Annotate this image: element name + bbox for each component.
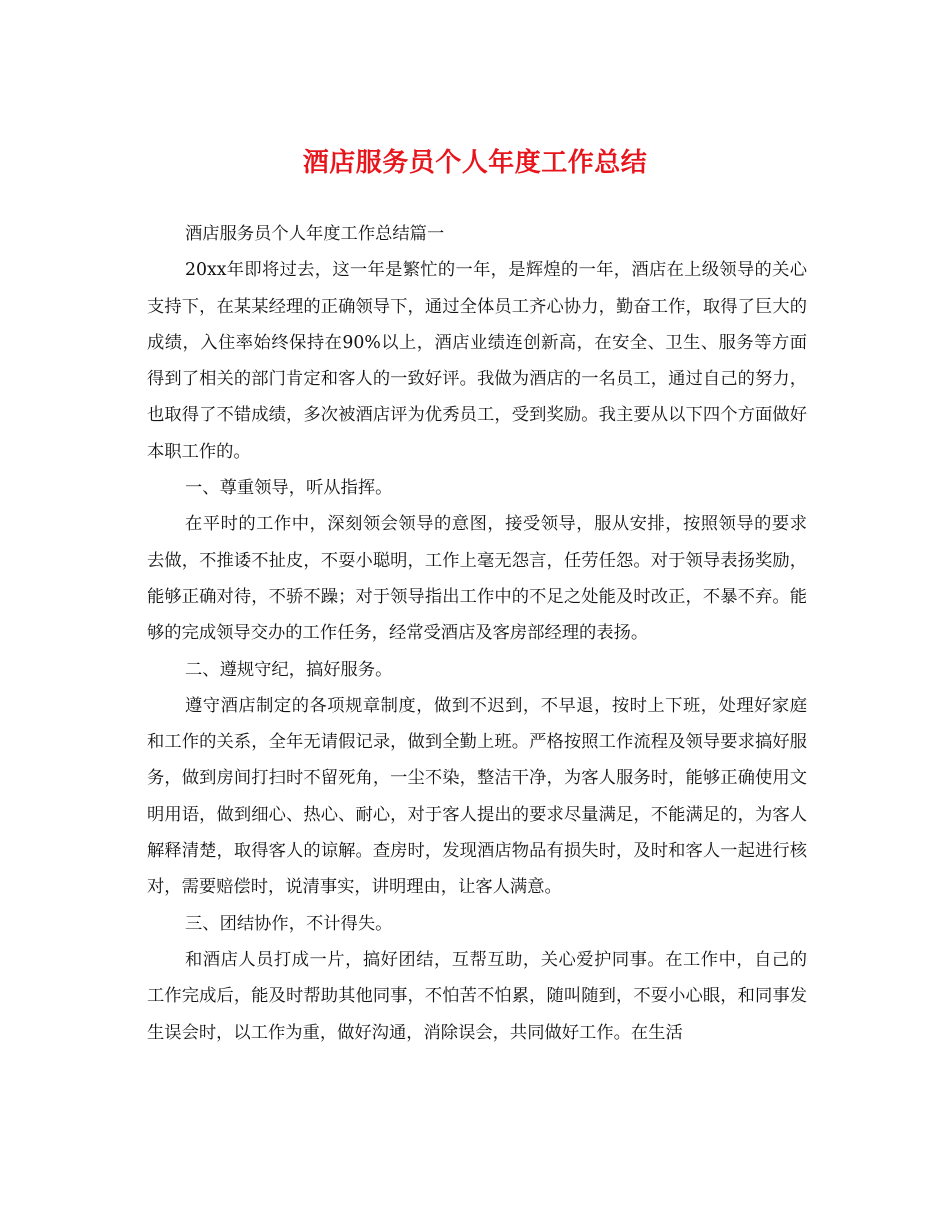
subtitle-paragraph: 酒店服务员个人年度工作总结篇一 [185, 224, 445, 244]
section-body-1: 在平时的工作中，深刻领会领导的意图，接受领导，服从安排，按照领导的要求去做，不推诿不扯皮，不耍小聪明，工作上毫无怨言，任劳任怨。对于领导表扬奖励，能够正确对待，不骄不躁；对于领导指出工作中的不足之处能及时改正，不暴不弃。能够的完成领导交办的工作任务，经常受酒店及客房部经理的表扬。 [147, 514, 807, 644]
section-heading-2: 二、遵规守纪，搞好服务。 [185, 659, 393, 680]
intro-paragraph: 20xx年即将过去，这一年是繁忙的一年，是辉煌的一年，酒店在上级领导的关心支持下，在某某经理的正确领导下，通过全体员工齐心协力，勤奋工作，取得了巨大的成绩，入住率始终保持在90%以上，酒店业绩连创新高，在安全、卫生、服务等方面得到了相关的部门肯定和客人的一致好评。我做为酒店的一名员工，通过自己的努力，也取得了不错成绩，多次被酒店评为优秀员工，受到奖励。我主要从以下四个方面做好本职工作的。 [147, 260, 807, 462]
section-heading-1: 一、尊重领导，听从指挥。 [185, 478, 393, 499]
document-body [147, 216, 807, 1051]
section-body-3: 和酒店人员打成一片，搞好团结，互帮互助，关心爱护同事。在工作中，自己的工作完成后，能及时帮助其他同事，不怕苦不怕累，随叫随到，不耍小心眼，和同事发生误会时，以工作为重，做好沟通，消除误会，共同做好工作。在生活 [147, 949, 807, 1043]
section-heading-3: 三、团结协作，不计得失。 [185, 913, 393, 934]
section-body-2: 遵守酒店制定的各项规章制度，做到不迟到，不早退，按时上下班，处理好家庭和工作的关系，全年无请假记录，做到全勤上班。严格按照工作流程及领导要求搞好服务，做到房间打扫时不留死角，一尘不染，整洁干净，为客人服务时，能够正确使用文明用语，做到细心、热心、耐心，对于客人提出的要求尽量满足，不能满足的，为客人解释清楚，取得客人的谅解。查房时，发现酒店物品有损失时，及时和客人一起进行核对，需要赔偿时，说清事实，讲明理由，让客人满意。 [147, 695, 807, 898]
document-title: 酒店服务员个人年度工作总结 [302, 148, 648, 178]
